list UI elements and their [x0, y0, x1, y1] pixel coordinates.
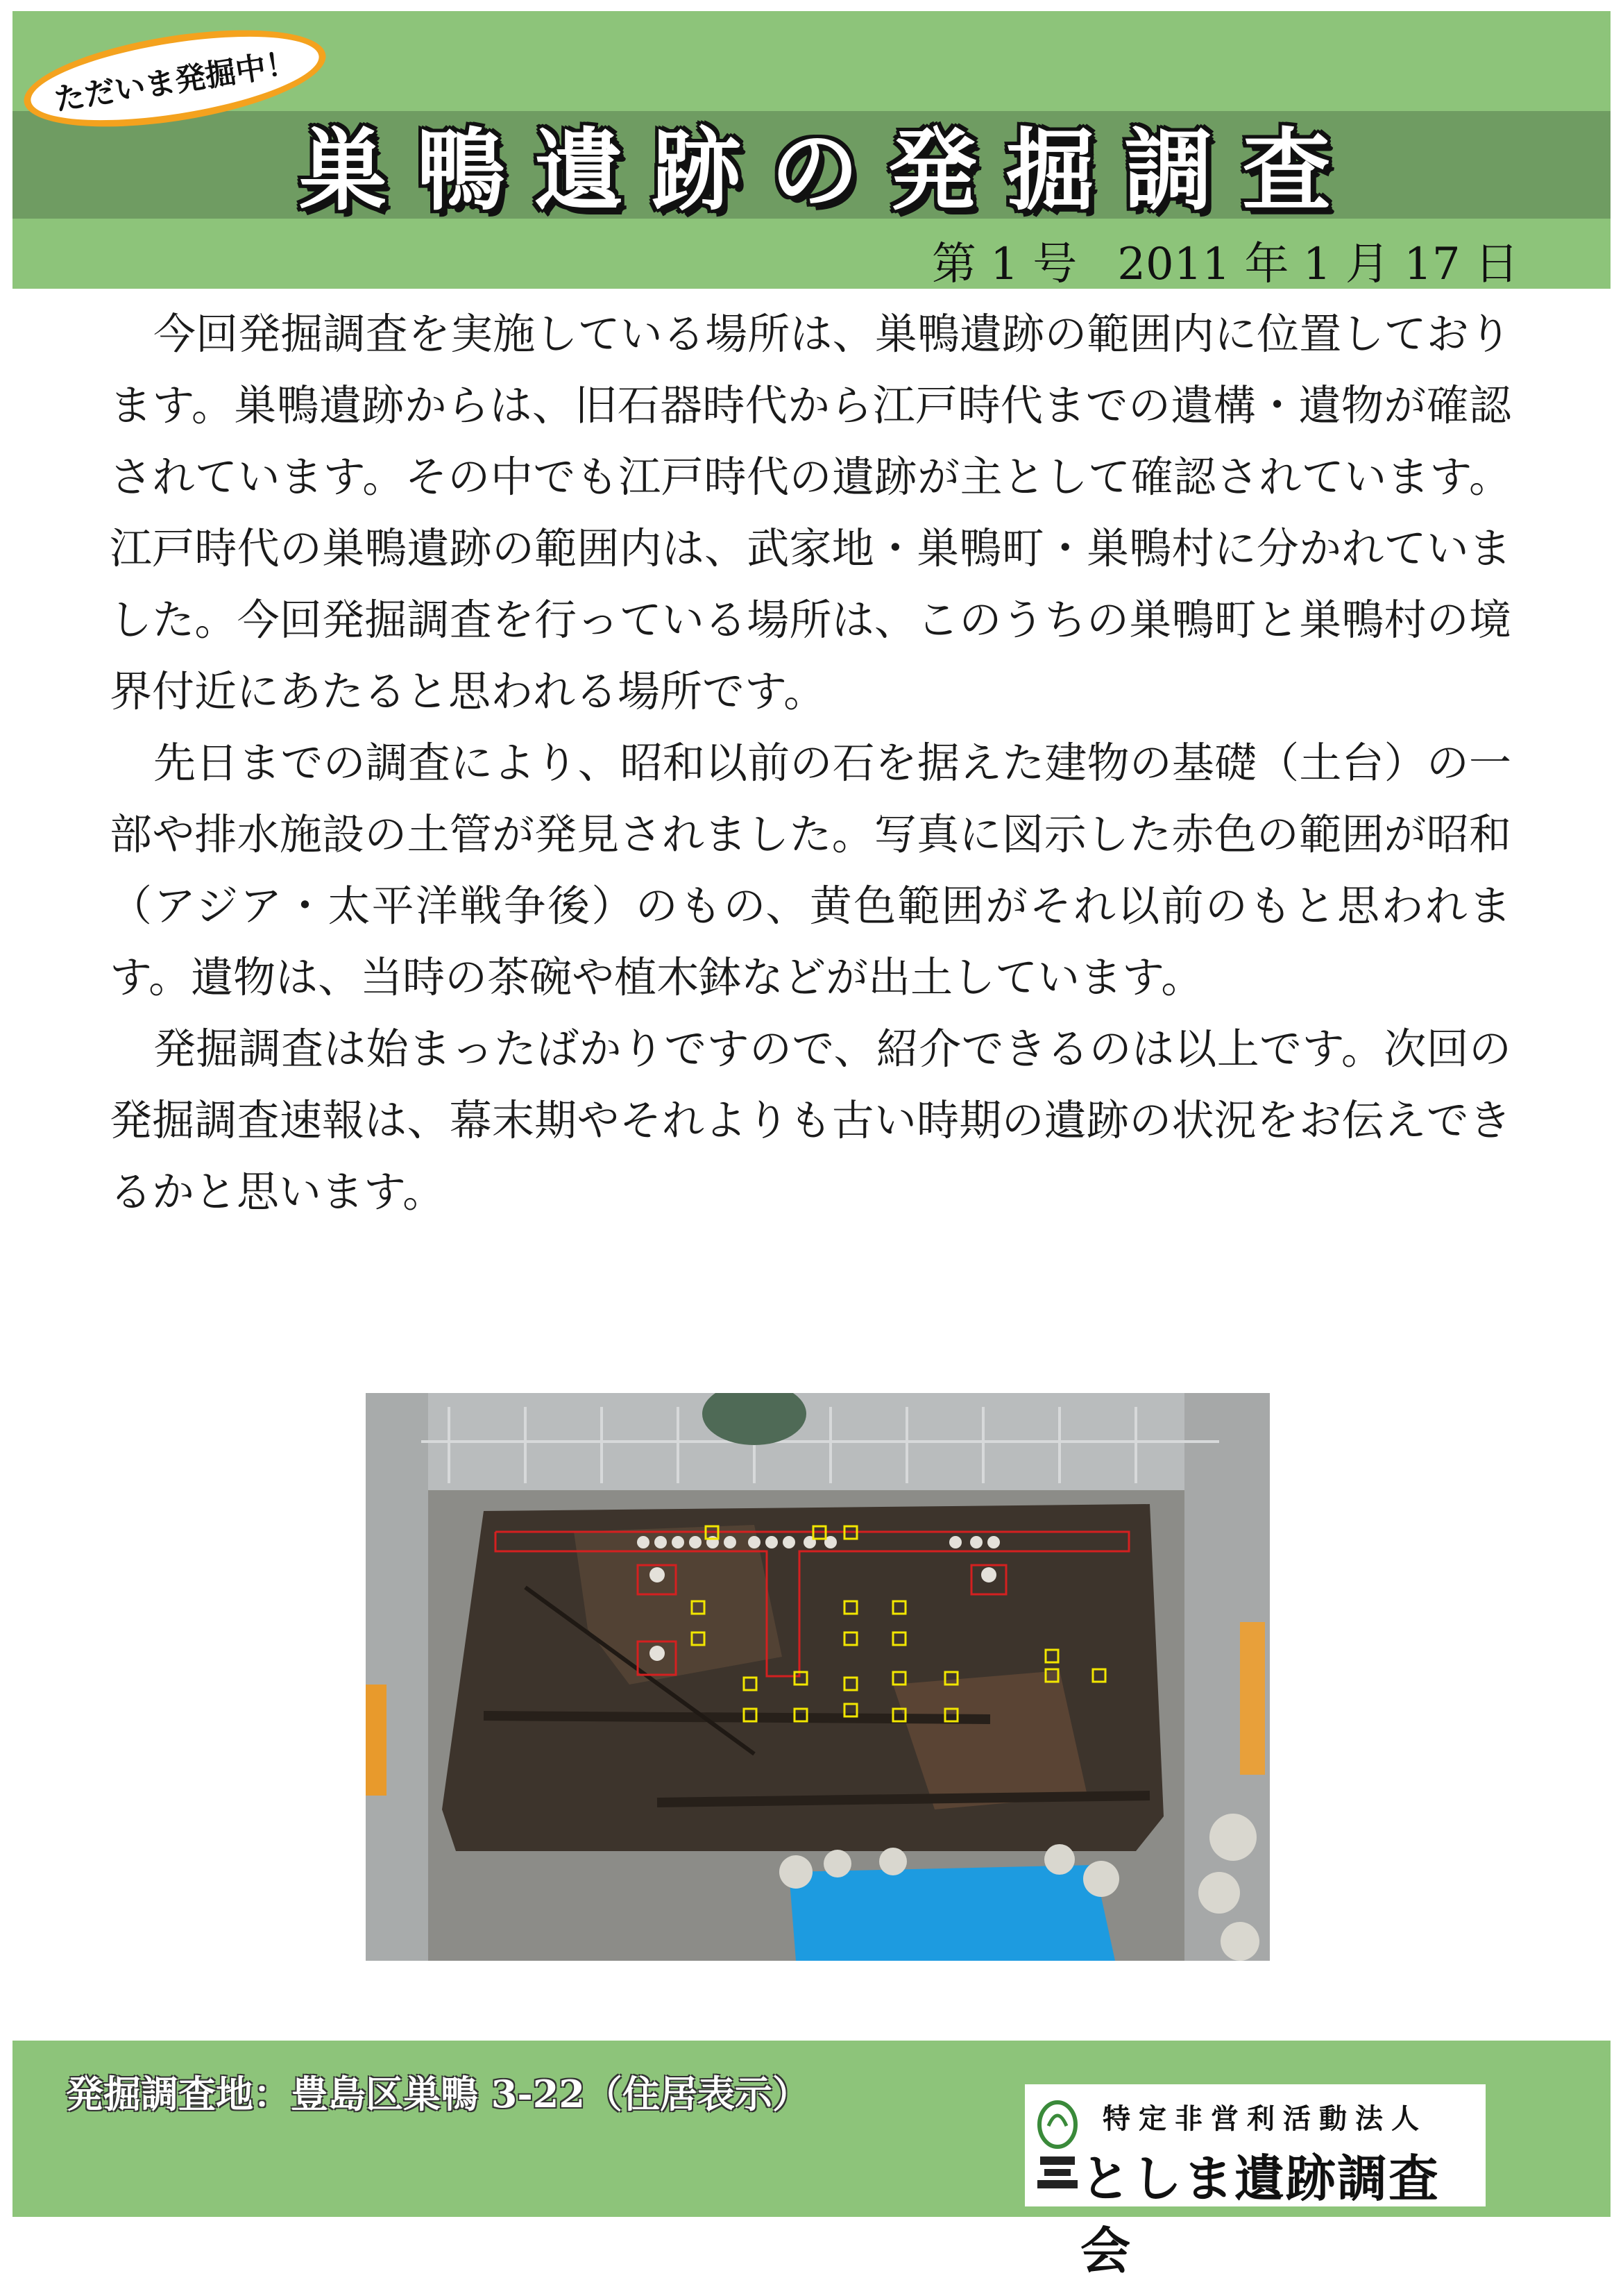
- excavation-photo-illustration: [366, 1393, 1270, 1961]
- page-title: 巣鴨遺跡の発掘調査: [298, 119, 1361, 223]
- organization-emblem-icon: [1035, 2098, 1080, 2195]
- article-body: [110, 298, 1511, 1228]
- organization-type: 特定非営利活動法人: [1103, 2103, 1427, 2135]
- organization-logo: [1025, 2084, 1486, 2280]
- badge-label: ただいま発掘中！: [51, 44, 299, 119]
- issue-number: 第 1 号: [931, 239, 1078, 290]
- excavation-photo: [366, 1393, 1270, 1961]
- issue-line: [932, 229, 1519, 292]
- excavation-site-address: 発掘調査地：豊島区巣鴨 3-22（住居表示）: [66, 2072, 810, 2116]
- issue-date: 2011 年 1 月 17 日: [1117, 239, 1519, 290]
- paragraph: 発掘調査は始まったばかりですので、紹介できるのは以上です。次回の発掘調査速報は、幕末期やそれよりも古い時期の遺跡の状況をお伝えできるかと思います。: [110, 1024, 1511, 1217]
- organization-name: としま遺跡調査会: [1080, 2150, 1441, 2280]
- paragraph: 先日までの調査により、昭和以前の石を据えた建物の基礎（土台）の一部や排水施設の土管が発見されました。写真に図示した赤色の範囲が昭和（アジア・太平洋戦争後）のもの、黄色範囲がそれ以前のもと思われます。遺物は、当時の茶碗や植木鉢などが出土しています。: [110, 738, 1511, 1002]
- paragraph: 今回発掘調査を実施している場所は、巣鴨遺跡の範囲内に位置しております。巣鴨遺跡からは、旧石器時代から江戸時代までの遺構・遺物が確認されています。その中でも江戸時代の遺跡が主として確認されています。江戸時代の巣鴨遺跡の範囲内は、武家地・巣鴨町・巣鴨村に分かれていました。今回発掘調査を行っている場所は、このうちの巣鴨町と巣鴨村の境界付近にあたると思われる場所です。: [110, 310, 1511, 716]
